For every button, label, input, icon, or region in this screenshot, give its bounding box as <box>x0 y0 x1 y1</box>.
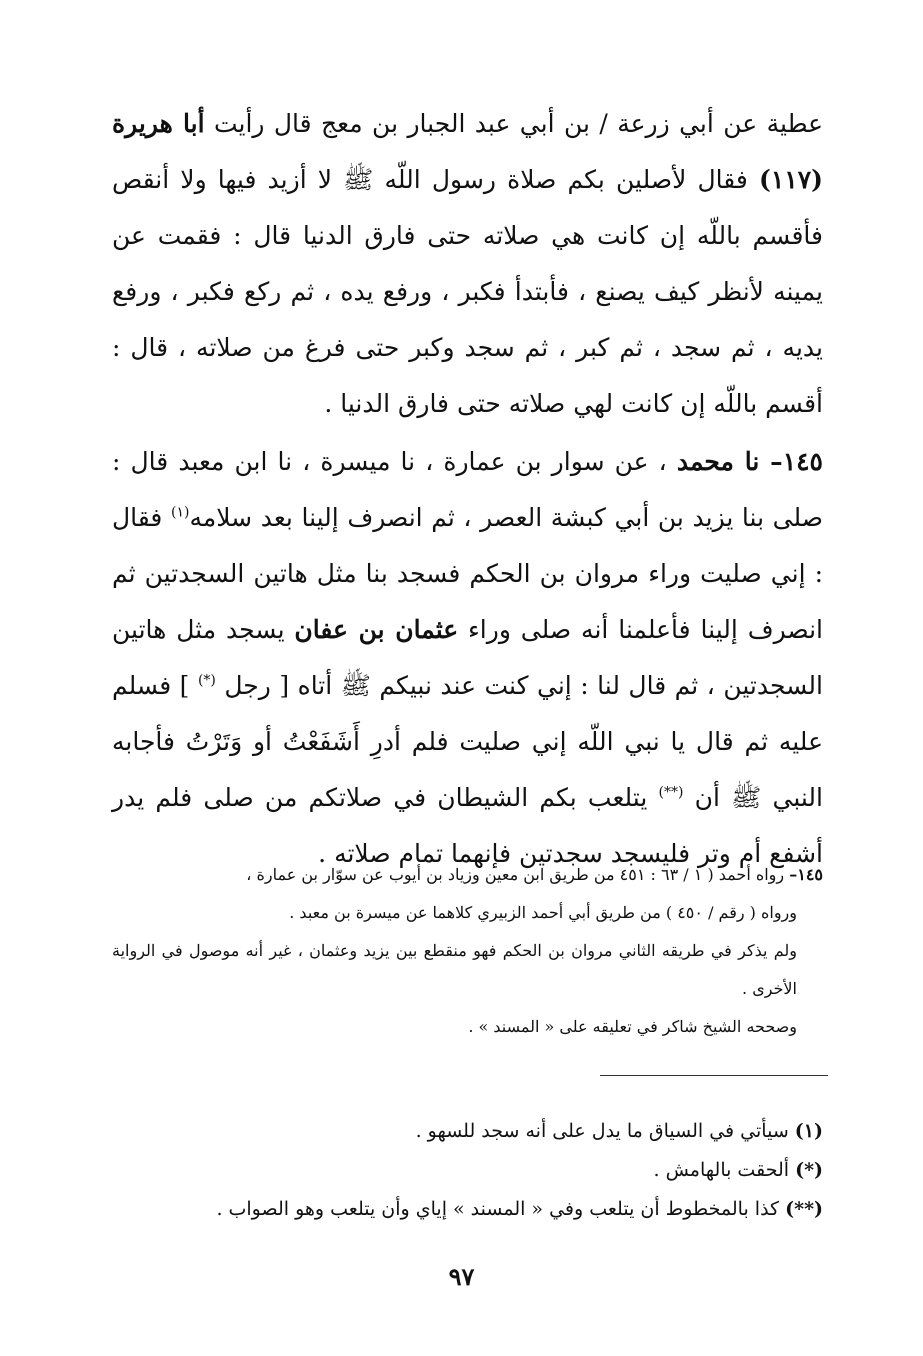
takhrij-line-2: ورواه ( رقم / ٤٥٠ ) من طريق أبي أحمد الزبيري كلاهما عن ميسرة بن معبد . <box>289 903 797 922</box>
footnote-1 <box>112 1112 823 1151</box>
footnote-star-text: ألحقت بالهامش . <box>653 1159 796 1181</box>
footnote-star <box>112 1151 823 1190</box>
takhrij-line-4: وصححه الشيخ شاكر في تعليقه على « المسند » . <box>468 1017 797 1036</box>
page-number: ٩٧ <box>448 1262 475 1291</box>
footnote-1-mark: (١) <box>794 1120 823 1142</box>
bold-narrator-name: عثمان بن عفان <box>294 615 459 644</box>
hadith-number: ١٤٥– نا محمد <box>676 447 823 476</box>
hadith-text-part-4: ] فسلم عليه ثم قال يا نبي اللّه إني صليت فلم أدرِ أَشَفَعْتُ أو وَتَرْتُ فأجابه النبي ﷺ أن <box>112 671 823 812</box>
footnote-star-mark: (*) <box>795 1159 823 1181</box>
paragraph-1-body: فقال لأصلين بكم صلاة رسول اللّه ﷺ لا أزيد فيها ولا أنقص فأقسم باللّه إن كانت هي صلاته حتى فارق الدنيا قال : فقمت عن يمينه لأنظر كيف يصنع ، فأبتدأ فكبر ، ورفع يده ، ثم ركع فكبر ، ورفع يديه ، ثم سجد ، ثم كبر ، ثم سجد وكبر حتى فرغ من صلاته ، قال : أقسم باللّه إن كانت لهي صلاته حتى فارق الدنيا . <box>112 165 823 418</box>
footnote-reference-1: (١) <box>170 504 190 521</box>
paragraph-1-text <box>112 96 823 432</box>
takhrij-line-1 <box>112 856 823 894</box>
hadith-text-part-3: يسجد مثل هاتين السجدتين ، ثم قال لنا : إني كنت عند نبيكم ﷺ أتاه [ رجل <box>112 615 823 700</box>
footnote-double-star-text: كذا بالمخطوط أن يتلعب وفي « المسند » إياي وأن يتلعب وهو الصواب . <box>216 1198 786 1220</box>
footnote-double-star <box>112 1190 823 1229</box>
footnote-1-text: سيأتي في السياق ما يدل على أنه سجد للسهو . <box>415 1120 795 1142</box>
paragraph-1-bold-narrator: أبا هريرة (١١٧) <box>112 109 823 194</box>
takhrij-number: ١٤٥– <box>789 865 823 884</box>
footnote-reference-star: (*) <box>197 672 216 689</box>
hadith-145-text <box>112 434 823 882</box>
hadith-text-part-5: يتلعب بكم الشيطان في صلاتكم من صلى فلم يدر أشفع أم وتر فليسجد سجدتين فإنهما تمام صلاته . <box>112 783 823 868</box>
paragraph-1 <box>112 96 823 432</box>
paragraph-1-opening: عطية عن أبي زرعة / بن أبي عبد الجبار بن معج قال رأيت <box>204 109 823 138</box>
hadith-text-part-1: ، عن سوار بن عمارة ، نا ميسرة ، نا ابن معبد قال : صلى بنا يزيد بن أبي كبشة العصر ، ثم انصرف إلينا بعد سلامه <box>112 447 823 532</box>
hadith-text-part-2: فقال : إني صليت وراء مروان بن الحكم فسجد بنا مثل هاتين السجدتين ثم انصرف إلينا فأعلمنا أنه صلى وراء <box>112 503 823 644</box>
takhrij-line-3: ولم يذكر في طريقه الثاني مروان بن الحكم فهو منقطع بين يزيد وعثمان ، غير أنه موصول في الرواية الأخرى . <box>112 941 797 998</box>
takhrij-line-1-text: رواه أحمد ( ١ / ٦٣ : ٤٥١ من طريق ابن معين وزياد بن أيوب عن سوّار بن عمارة ، <box>246 865 790 884</box>
footnote-double-star-mark: (**) <box>785 1198 823 1220</box>
footnote-divider <box>600 1075 828 1076</box>
hadith-145 <box>112 434 823 882</box>
footnotes <box>112 1112 823 1229</box>
footnote-reference-double-star: (**) <box>658 784 684 801</box>
takhrij-notes <box>112 856 823 1046</box>
